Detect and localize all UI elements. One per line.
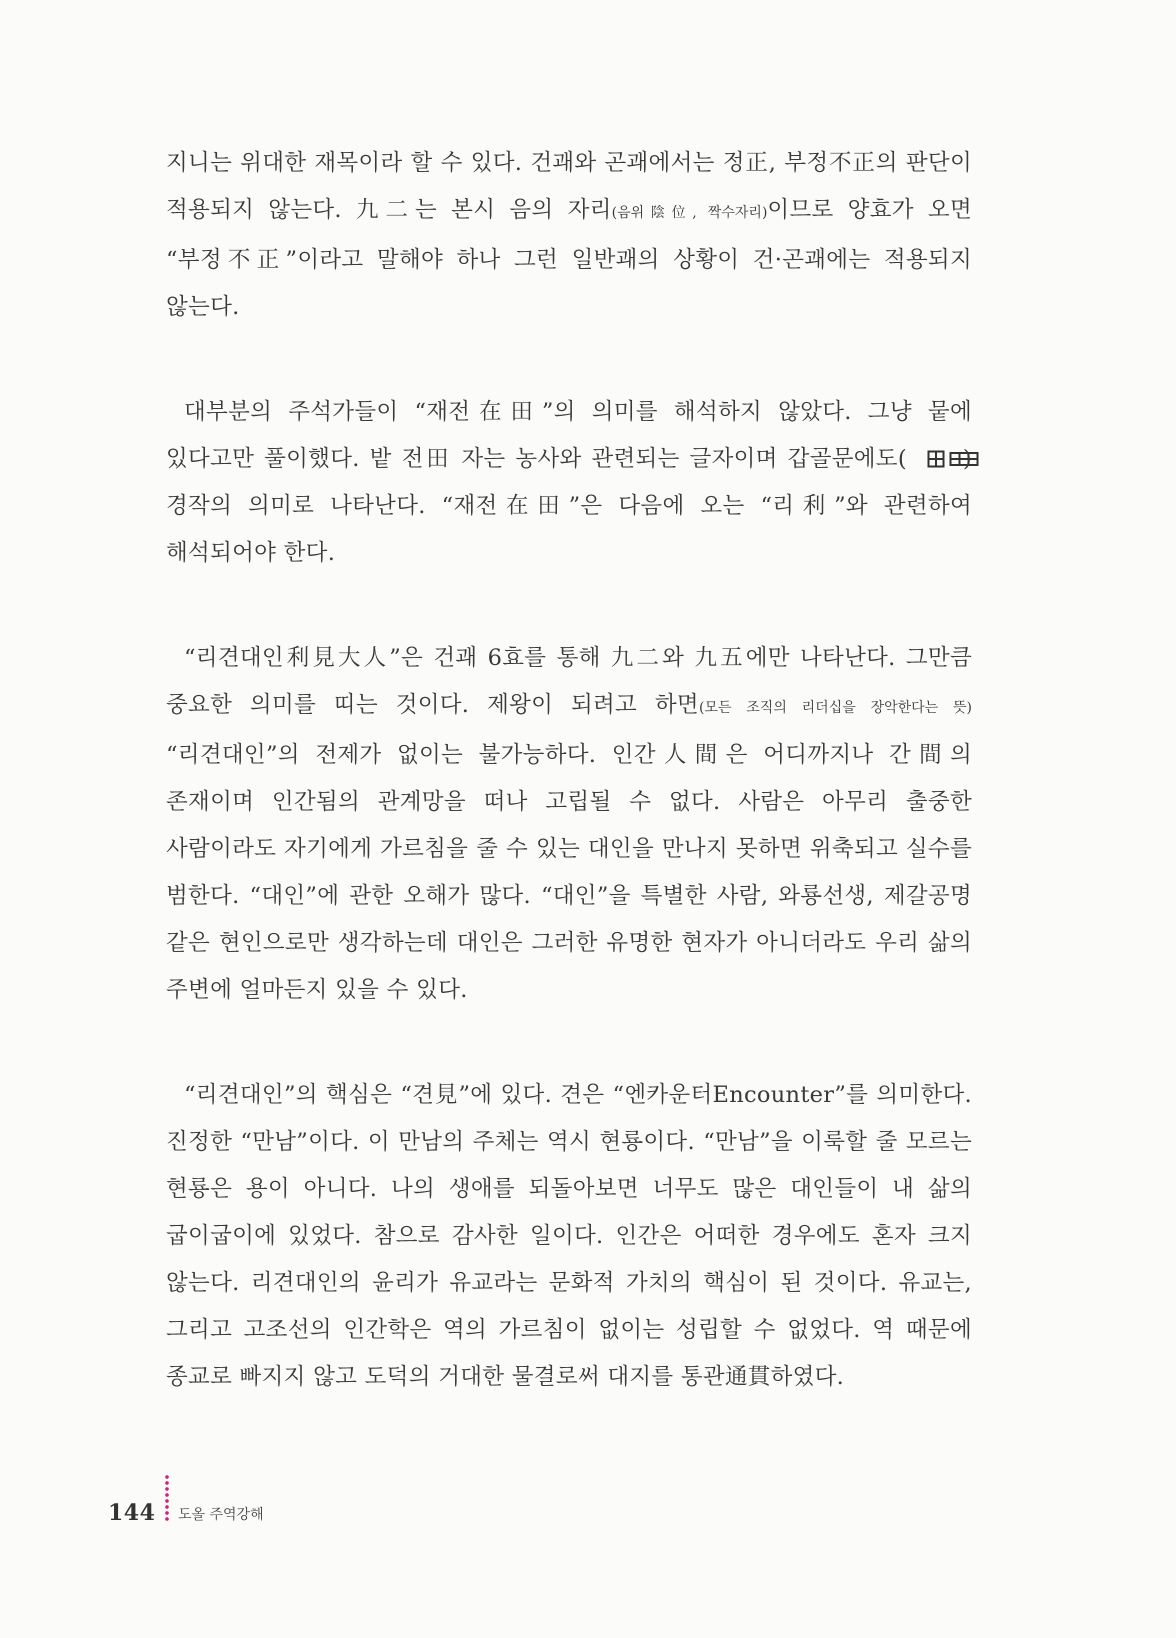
paragraph-2-text-a: 대부분의 주석가들이 “재전在田”의 의미를 해석하지 않았다. 그냥 뭍에 있다고만 풀이했다. 밭 전田 자는 농사와 관련되는 글자이며 갑골문에도( [166,399,972,472]
running-title: 도올 주역강해 [178,1507,264,1523]
paragraph-1-text-b: 이므로 양효가 오면 “부정不正”이라고 말해야 하나 그런 일반괘의 상황이 건·곤괘에는 적용되지 않는다. [166,197,972,320]
paragraph-3 [166,635,972,1014]
paragraph-gap [166,1014,972,1072]
paragraph-4-text-a: “리견대인”의 핵심은 “견見”에 있다. 견은 “엔카운터Encounter”를 의미한다. 진정한 “만남”이다. 이 만남의 주체는 역시 현룡이다. “만남”을 이룩할 줄 모르는 현룡은 용이 아니다. 나의 생애를 되돌아보면 너무도 많은 대인들이 내 삶의 굽이굽이에 있었다. 참으로 감사한 일이다. 인간은 어떠한 경우에도 혼자 크지 않는다. 리견대인의 윤리가 유교라는 문화적 가치의 핵심이 된 것이다. 유교는, 그리고 고조선의 인간학은 역의 가르침이 없이는 성립할 수 없었다. 역 때문에 종교로 빠지지 않고 도덕의 거대한 물결로써 대지를 통관通貫하였다. [166,1082,972,1390]
page-number: 144 [108,1500,156,1526]
paragraph-3-note: (모든 조직의 리더십을 장악한다는 뜻) [698,700,972,716]
paragraph-2 [166,389,972,577]
paragraph-gap [166,331,972,389]
page-body [166,140,972,1401]
dotted-divider [164,1474,170,1522]
paragraph-3-text-b: “리견대인”의 전제가 없이는 불가능하다. 인간人間은 어디까지나 간間의 존재이며 인간됨의 관계망을 떠나 고립될 수 없다. 사람은 아무리 출중한 사람이라도 자기에게 가르침을 줄 수 있는 대인을 만나지 못하면 위축되고 실수를 범한다. “대인”에 관한 오해가 많다. “대인”을 특별한 사람, 와룡선생, 제갈공명 같은 현인으로만 생각하는데 대인은 그러한 유명한 현자가 아니더라도 우리 삶의 주변에 얼마든지 있을 수 있다. [166,742,972,1003]
paragraph-1 [166,140,972,331]
paragraph-gap [166,577,972,635]
paragraph-1-note: (음위陰位, 짝수자리) [611,205,768,221]
paragraph-1-text-a: 지니는 위대한 재목이라 할 수 있다. 건괘와 곤괘에서는 정正, 부정不正의 판단이 적용되지 않는다. 九二는 본시 음의 자리 [166,150,972,223]
paragraph-2-text-b: ) 경작의 의미로 나타난다. “재전在田”은 다음에 오는 “리利”와 관련하여 해석되어야 한다. [166,446,972,566]
oracle-bone-field-glyph-icon [909,438,927,456]
paragraph-3-text-a: “리견대인利見大人”은 건괘 6효를 통해 九二와 九五에만 나타난다. 그만큼 중요한 의미를 띠는 것이다. 제왕이 되려고 하면 [166,645,972,718]
paragraph-4 [166,1072,972,1401]
oracle-bone-field-glyph-wide-icon [931,438,961,456]
